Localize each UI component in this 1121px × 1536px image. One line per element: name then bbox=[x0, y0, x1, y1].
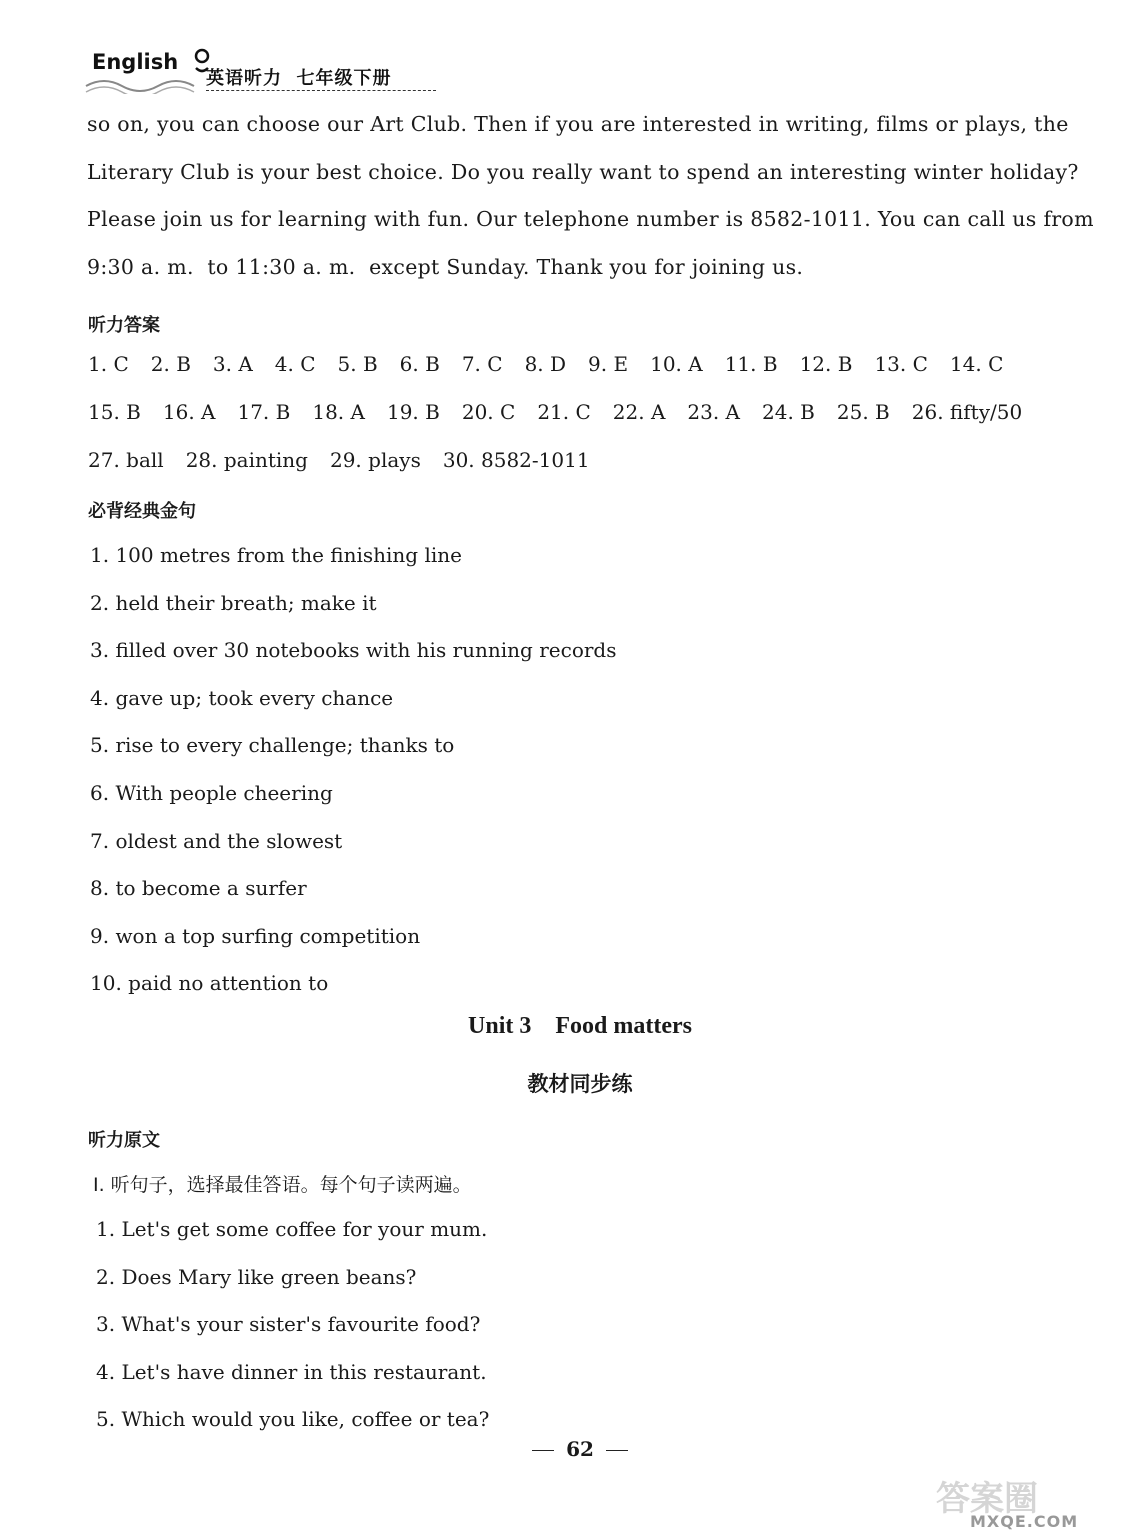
passage-line: Literary Club is your best choice. Do you really want to spend an interesting winter holiday? bbox=[87, 160, 1079, 184]
answer-item: 4. C bbox=[274, 352, 316, 376]
footer-dash bbox=[532, 1450, 554, 1451]
transcript-instruction: Ⅰ. 听句子，选择最佳答语。每个句子读两遍。 bbox=[93, 1174, 472, 1196]
passage-line: so on, you can choose our Art Club. Then if you are interested in writing, films or plays, the bbox=[87, 112, 1069, 136]
sentence-item: 1. 100 metres from the finishing line bbox=[90, 543, 462, 567]
page-number: 62 bbox=[566, 1437, 594, 1461]
sentence-item: 3. filled over 30 notebooks with his running records bbox=[90, 638, 617, 663]
answer-row bbox=[88, 400, 1044, 424]
footer-dash bbox=[606, 1450, 628, 1451]
watermark-logo-text: 答案圈 bbox=[936, 1479, 1038, 1519]
answer-item: 16. A bbox=[162, 400, 216, 424]
watermark-url: MXQE.COM bbox=[970, 1512, 1079, 1531]
answer-item: 17. B bbox=[237, 400, 291, 424]
answer-item: 1. C bbox=[88, 352, 129, 376]
page-header bbox=[84, 46, 436, 94]
answer-item: 20. C bbox=[461, 400, 516, 424]
sentence-item: 10. paid no attention to bbox=[90, 971, 329, 996]
answer-item: 30. 8582-1011 bbox=[442, 448, 590, 472]
header-divider bbox=[206, 90, 436, 91]
transcript-item: 1. Let's get some coffee for your mum. bbox=[96, 1217, 488, 1241]
answer-item: 27. ball bbox=[88, 448, 164, 472]
unit-subtitle: 教材同步练 bbox=[527, 1072, 633, 1096]
answer-item: 29. plays bbox=[329, 448, 421, 472]
answer-item: 18. A bbox=[312, 400, 365, 424]
sentence-item: 8. to become a surfer bbox=[90, 876, 307, 901]
transcript-item: 5. Which would you like, coffee or tea? bbox=[96, 1407, 490, 1431]
transcript-item: 4. Let's have dinner in this restaurant. bbox=[96, 1359, 487, 1384]
answer-item: 9. E bbox=[588, 352, 629, 376]
answer-item: 13. C bbox=[874, 352, 928, 376]
sentence-item: 5. rise to every challenge; thanks to bbox=[90, 733, 455, 758]
answer-item: 21. C bbox=[537, 400, 591, 424]
sentence-item: 2. held their breath; make it bbox=[90, 590, 377, 615]
answer-item: 6. B bbox=[399, 352, 440, 376]
sentence-item: 4. gave up; took every chance bbox=[90, 685, 394, 710]
answer-item: 24. B bbox=[762, 400, 815, 424]
answer-item: 2. B bbox=[150, 352, 191, 376]
answer-item: 28. painting bbox=[185, 448, 308, 472]
transcript-heading: 听力原文 bbox=[88, 1130, 160, 1151]
sentence-item: 9. won a top surfing competition bbox=[90, 923, 421, 948]
english-logo: English bbox=[92, 50, 179, 74]
answer-item: 22. A bbox=[612, 400, 666, 424]
answer-item: 10. A bbox=[650, 352, 703, 376]
unit-title: Unit 3 Food matters bbox=[468, 1013, 692, 1039]
transcript-item: 3. What's your sister's favourite food? bbox=[96, 1312, 481, 1336]
sentences-heading: 必背经典金句 bbox=[88, 501, 196, 522]
answer-item: 5. B bbox=[337, 352, 378, 376]
sentence-item: 7. oldest and the slowest bbox=[90, 828, 343, 853]
transcript-item: 2. Does Mary like green beans? bbox=[96, 1264, 417, 1289]
answer-item: 15. B bbox=[88, 400, 141, 424]
answer-item: 8. D bbox=[524, 352, 567, 376]
passage-line: 9:30 a. m. to 11:30 a. m. except Sunday. Thank you for joining us. bbox=[87, 255, 804, 279]
answer-item: 25. B bbox=[836, 400, 890, 424]
answer-item: 19. B bbox=[386, 400, 440, 424]
answer-item: 12. B bbox=[799, 352, 853, 376]
answer-item: 7. C bbox=[461, 352, 503, 376]
answers-heading: 听力答案 bbox=[88, 315, 160, 336]
answer-item: 11. B bbox=[724, 352, 778, 376]
answer-row bbox=[88, 352, 1025, 376]
answer-item: 3. A bbox=[212, 352, 253, 376]
answer-row bbox=[88, 448, 612, 472]
book-title: 英语听力 七年级下册 bbox=[206, 68, 392, 89]
answer-item: 14. C bbox=[949, 352, 1004, 376]
page-footer bbox=[0, 1437, 1121, 1461]
answer-item: 23. A bbox=[687, 400, 740, 424]
answer-item: 26. fifty/50 bbox=[911, 400, 1023, 424]
passage-line: Please join us for learning with fun. Our telephone number is 8582-1011. You can call us from bbox=[87, 207, 1094, 231]
sentence-item: 6. With people cheering bbox=[90, 781, 333, 805]
